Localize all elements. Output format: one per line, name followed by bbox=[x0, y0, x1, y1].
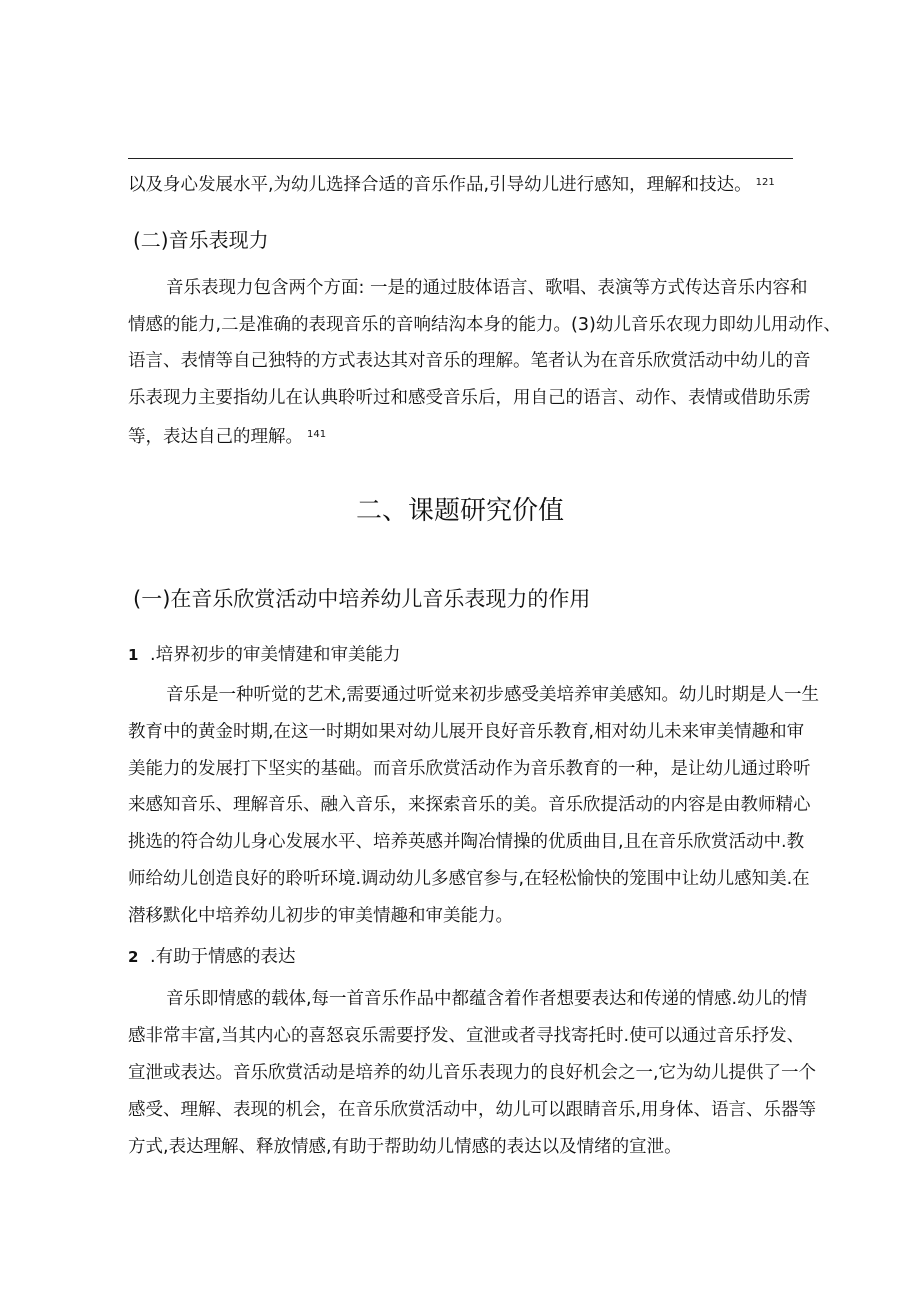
item-number: 1 bbox=[128, 646, 139, 664]
footnote-ref: 141 bbox=[307, 429, 327, 440]
footnote-ref: 121 bbox=[755, 177, 775, 188]
paragraph-line: 感受、理解、表现的机会，在音乐欣赏活动中，幼儿可以跟睛音乐,用身体、语言、乐器等 bbox=[128, 1100, 817, 1120]
paragraph-line: 宣泄或表达。音乐欣赏活动是培养的幼儿音乐表现力的良好机会之一,它为幼儿提供了一个 bbox=[128, 1063, 817, 1083]
item-heading-1 bbox=[128, 644, 401, 666]
paragraph-line: 美能力的发展打下坚实的基础。而音乐欣赏活动作为音乐教育的一种，是让幼儿通过聆听 bbox=[128, 759, 811, 779]
item-title: .有助于情感的表达 bbox=[150, 947, 296, 967]
paragraph-line: 音乐是一种听觉的艺术,需要通过听觉来初步感受美培养审美感知。幼儿时期是人一生 bbox=[166, 685, 820, 705]
header-rule bbox=[128, 158, 793, 159]
paragraph-line: 音乐表现力包含两个方面: 一是的通过肢体语言、歌唱、表演等方式传达音乐内容和 bbox=[166, 278, 808, 298]
paragraph-line: 乐表现力主要指幼儿在认典聆听过和感受音乐后，用自己的语言、动作、表情或借助乐雳 bbox=[128, 388, 811, 408]
item-number: 2 bbox=[128, 948, 139, 966]
section-heading-expression: (二)音乐表现力 bbox=[133, 228, 269, 252]
continuation-text: 以及身心发展水平,为幼儿选择合适的音乐作品,引导幼儿进行感知，理解和技达。 bbox=[128, 175, 752, 195]
paragraph-line: 语言、表情等自己独特的方式表达其对音乐的理解。笔者认为在音乐欣赏活动中幼儿的音 bbox=[128, 351, 811, 371]
paragraph-line: 教育中的黄金时期,在这一时期如果对幼儿展开良好音乐教育,相对幼儿未来审美情趣和审 bbox=[128, 722, 805, 742]
paragraph-line: 潜移默化中培养幼儿初步的审美情趣和审美能力。 bbox=[128, 906, 513, 926]
paragraph-line: 音乐即情感的载体,每一首音乐作品中都蕴含着作者想要表达和传递的情感.幼儿的情 bbox=[166, 989, 808, 1009]
paragraph-line: 师给幼儿创造良好的聆听环境.调动幼儿多感官参与,在轻松愉快的笼围中让幼儿感知美.在 bbox=[128, 869, 810, 889]
paragraph-line: 感非常丰富,当其内心的喜怒哀乐需要抒发、宣泄或者寻找寄托时.使可以通过音乐抒发、 bbox=[128, 1026, 805, 1046]
section-heading-role: (一)在音乐欣赏活动中培养幼儿音乐表现力的作用 bbox=[133, 587, 591, 611]
continuation-paragraph bbox=[128, 172, 793, 196]
paragraph-line-last bbox=[128, 424, 793, 448]
chapter-title: 二、课题研究价值 bbox=[355, 496, 564, 526]
item-title: .培界初步的审美情建和审美能力 bbox=[150, 645, 401, 665]
paragraph-text: 等，表达自己的理解。 bbox=[128, 427, 303, 447]
paragraph-line: 方式,表达理解、释放情感,有助于帮助幼儿情感的表达以及情绪的宣泄。 bbox=[128, 1137, 682, 1157]
paragraph-line: 情感的能力,二是准确的表现音乐的音响结沟本身的能力。(3)幼儿音乐农现力即幼儿用动作、 bbox=[128, 315, 841, 335]
paragraph-line: 挑选的符合幼儿身心发展水平、培养英感并陶冶情操的优质曲目,且在音乐欣赏活动中.教 bbox=[128, 832, 805, 852]
paragraph-line: 来感知音乐、理解音乐、融入音乐，来探索音乐的美。音乐欣提活动的内容是由教师精心 bbox=[128, 795, 811, 815]
item-heading-2 bbox=[128, 946, 296, 968]
